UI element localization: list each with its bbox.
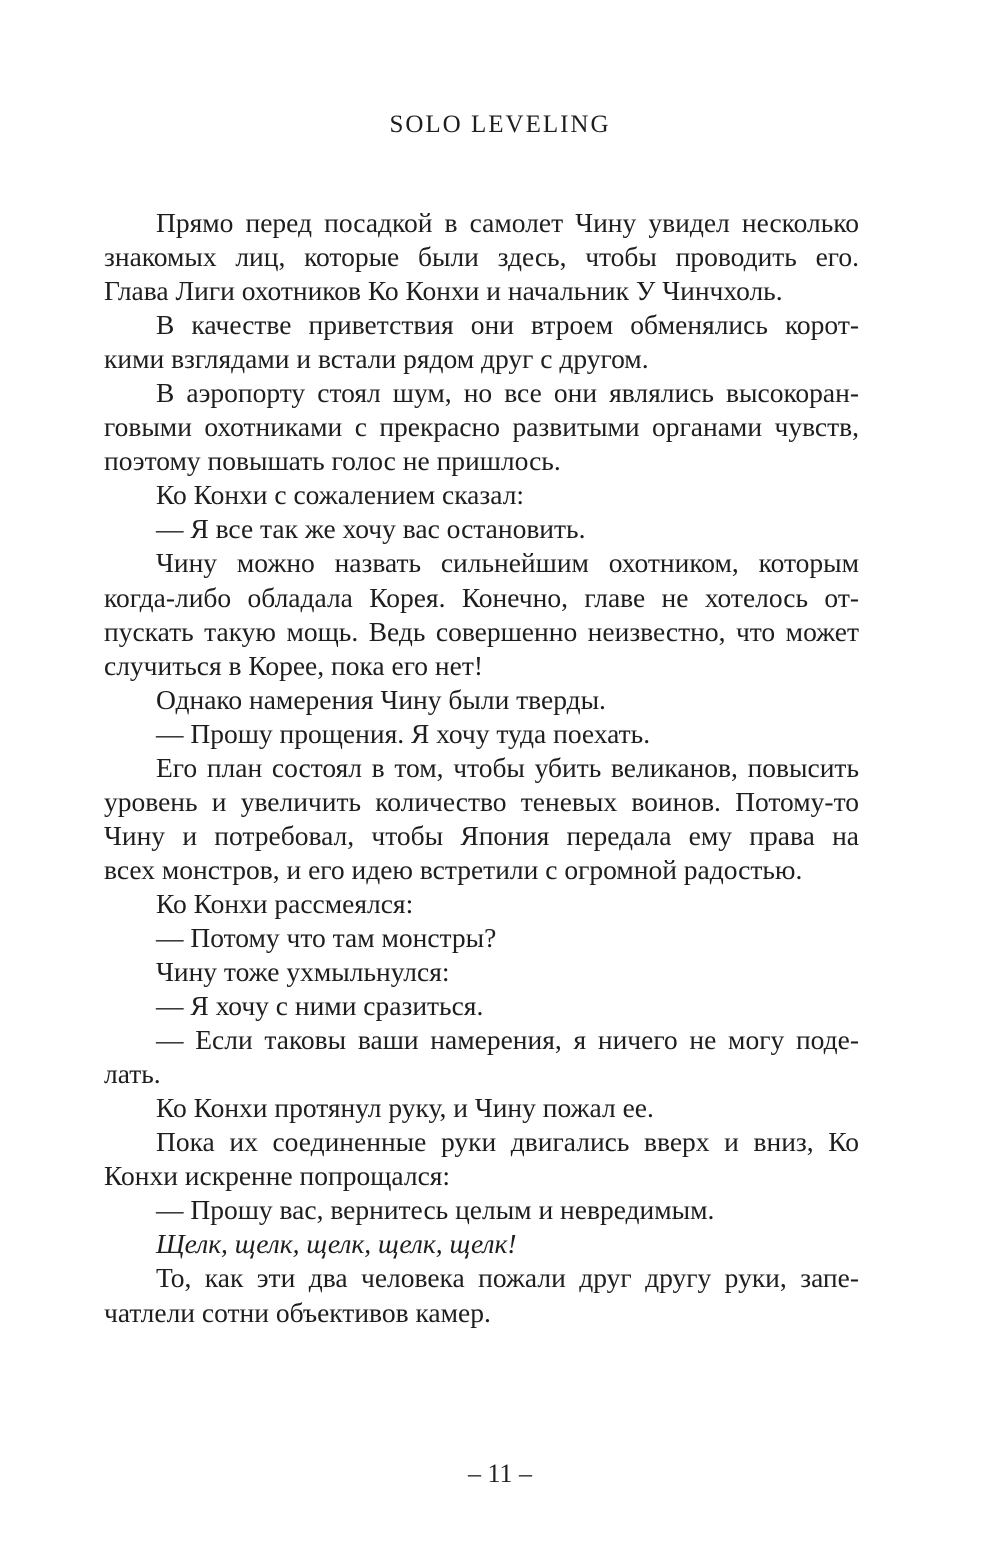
text-line: всех монстров, и его идею встретили с огромной радостью. xyxy=(104,853,803,885)
text-line: пускать такую мощь. Ведь совершенно неизвестно, что может xyxy=(104,615,859,647)
text-line: — Потому что там монстры? xyxy=(156,921,497,953)
text-line: — Если таковы ваши намерения, я ничего не могу поде- xyxy=(156,1024,859,1056)
text-line: В качестве приветствия они втроем обменялись корот- xyxy=(156,309,859,341)
text-line: — Я хочу с ними сразиться. xyxy=(156,990,484,1022)
text-line: знакомых лиц, которые были здесь, чтобы проводить его. xyxy=(104,241,859,273)
text-line: Однако намерения Чину были тверды. xyxy=(156,683,606,715)
text-line: когда-либо обладала Корея. Конечно, главе не хотелось от- xyxy=(104,581,859,613)
text-line: кими взглядами и встали рядом друг с другом. xyxy=(104,343,649,375)
text-line: Ко Конхи протянул руку, и Чину пожал ее. xyxy=(156,1092,654,1124)
text-line: поэтому повышать голос не пришлось. xyxy=(104,445,561,477)
text-line: Прямо перед посадкой в самолет Чину увидел несколько xyxy=(156,207,859,238)
page-number: – 11 – xyxy=(467,1459,533,1488)
text-line: Чину можно назвать сильнейшим охотником, которым xyxy=(156,547,859,579)
text-line: уровень и увеличить количество теневых воинов. Потому-то xyxy=(104,785,859,817)
text-line: — Прошу вас, вернитесь целым и невредимым. xyxy=(156,1194,715,1226)
body-text xyxy=(104,206,859,1330)
running-title: SOLO LEVELING xyxy=(389,111,611,138)
text-line: — Прошу прощения. Я хочу туда поехать. xyxy=(156,717,651,749)
text-line: То, как эти два человека пожали друг другу руки, запе- xyxy=(156,1262,859,1294)
text-line: В аэропорту стоял шум, но все они являлись высокоран- xyxy=(156,377,859,409)
text-line: случиться в Корее, пока его нет! xyxy=(104,649,484,681)
text-line: Чину и потребовал, чтобы Япония передала ему права на xyxy=(104,819,859,851)
text-line: Пока их соединенные руки двигались вверх и вниз, Ко xyxy=(156,1126,859,1158)
text-line: Его план состоял в том, чтобы убить великанов, повысить xyxy=(156,751,859,783)
text-line: Чину тоже ухмыльнулся: xyxy=(156,956,450,988)
text-line: Щелк, щелк, щелк, щелк, щелк! xyxy=(156,1228,517,1260)
text-line: говыми охотниками с прекрасно развитыми органами чувств, xyxy=(104,411,859,443)
text-line: Ко Конхи рассмеялся: xyxy=(156,887,414,919)
text-line: Глава Лиги охотников Ко Конхи и начальник У Чинчхоль. xyxy=(104,275,783,307)
text-line: чатлели сотни объективов камер. xyxy=(104,1296,491,1328)
text-line: — Я все так же хочу вас остановить. xyxy=(156,513,586,545)
text-line: Конхи искренне попрощался: xyxy=(104,1160,451,1192)
text-line: Ко Конхи с сожалением сказал: xyxy=(156,479,525,511)
text-line: лать. xyxy=(104,1058,161,1090)
